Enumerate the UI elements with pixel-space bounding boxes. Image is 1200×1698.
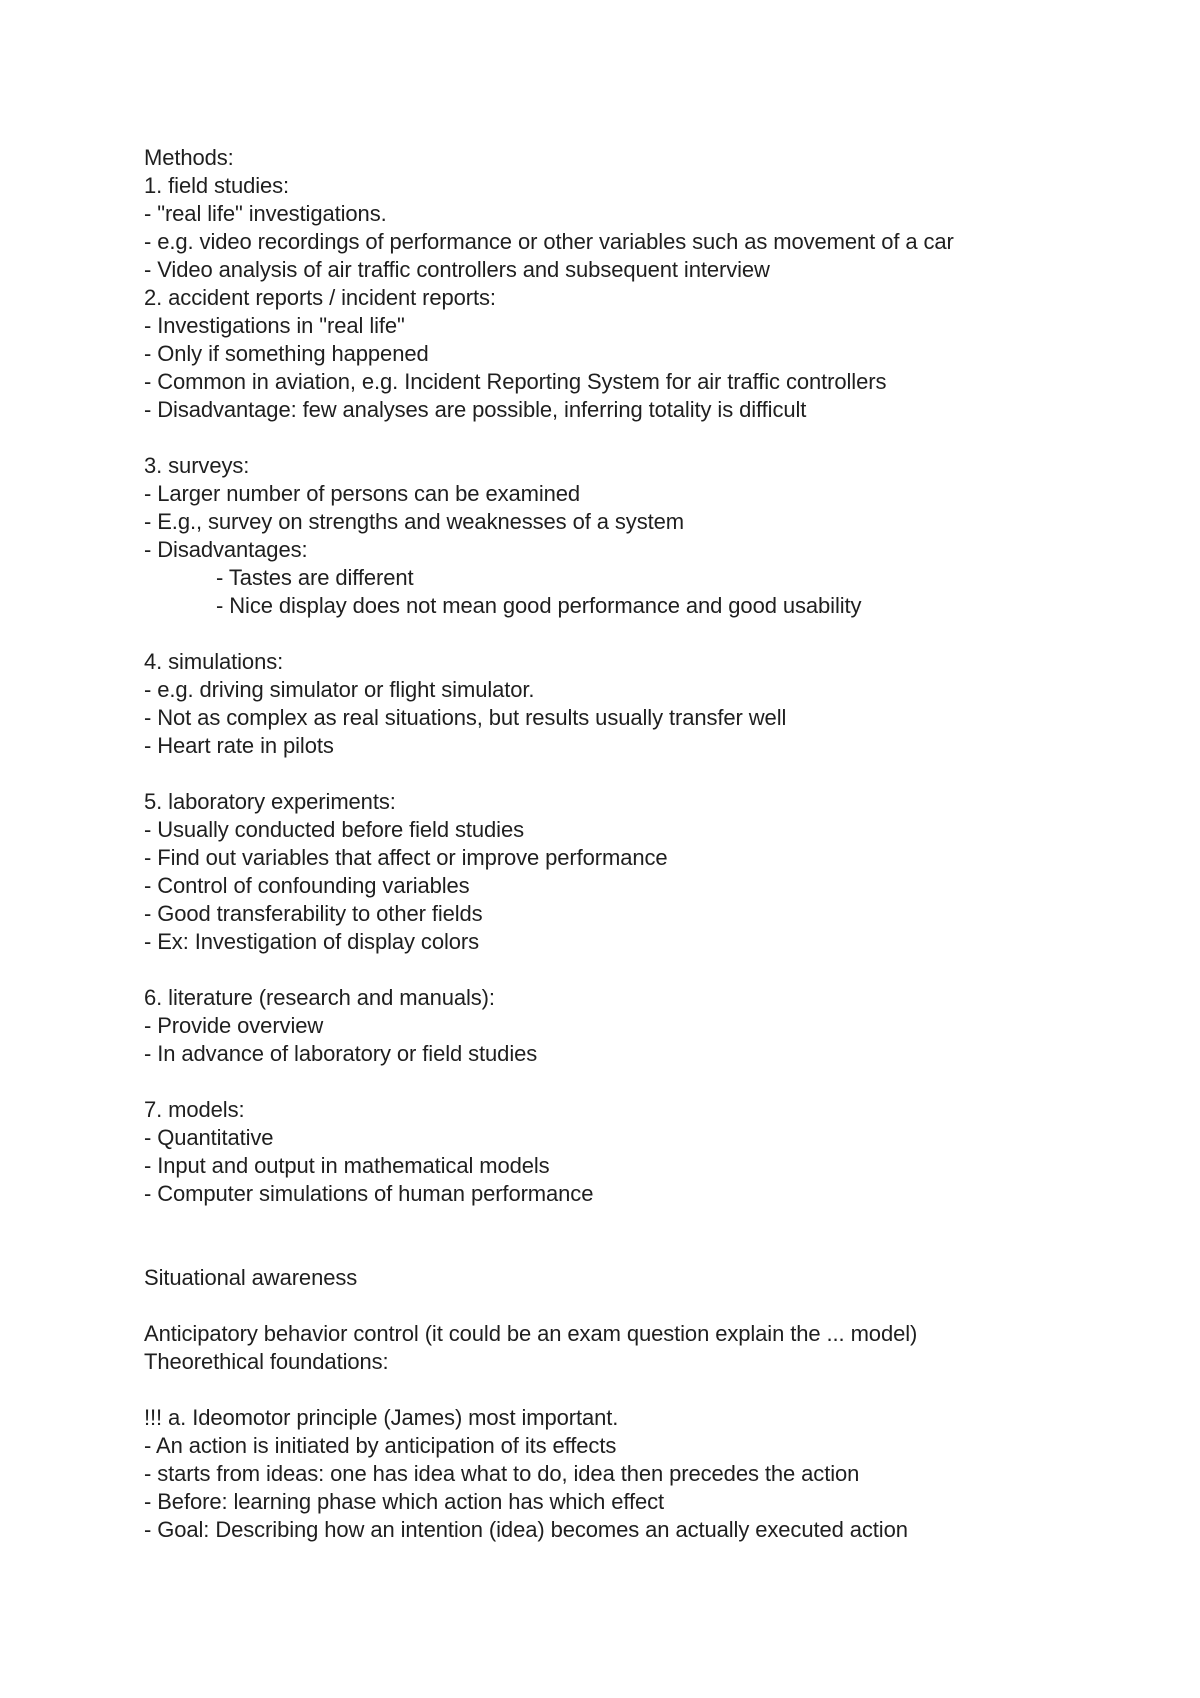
blank-line [144,1236,1104,1264]
section-simulations: 4. simulations: [144,649,284,674]
document-text [144,144,1104,1544]
text-line: - e.g. video recordings of performance or other variables such as movement of a car [144,229,954,254]
blank-line [144,1292,1104,1320]
blank-line [144,1376,1104,1404]
text-line: - Before: learning phase which action has which effect [144,1489,665,1514]
text-line: - "real life" investigations. [144,201,387,226]
text-line: - Good transferability to other fields [144,901,483,926]
heading-anticipatory-behavior-control: Anticipatory behavior control (it could be an exam question explain the ... model) [144,1321,918,1346]
text-line: - Provide overview [144,1013,324,1038]
section-field-studies: 1. field studies: [144,173,290,198]
text-line: - Usually conducted before field studies [144,817,524,842]
heading-methods: Methods: [144,145,234,170]
text-line: - Computer simulations of human performance [144,1181,594,1206]
text-line: - E.g., survey on strengths and weaknesses of a system [144,509,684,534]
text-line: - Larger number of persons can be examined [144,481,581,506]
blank-line [144,424,1104,452]
text-line: - Input and output in mathematical models [144,1153,550,1178]
section-models: 7. models: [144,1097,245,1122]
text-line: - Investigations in "real life" [144,313,405,338]
indented-text-line: - Nice display does not mean good performance and good usability [216,593,862,618]
text-line: - Disadvantages: [144,537,308,562]
text-line: - Not as complex as real situations, but results usually transfer well [144,705,787,730]
text-line: - Find out variables that affect or improve performance [144,845,668,870]
text-line: - An action is initiated by anticipation of its effects [144,1433,617,1458]
heading-situational-awareness: Situational awareness [144,1265,358,1290]
text-line: - Common in aviation, e.g. Incident Reporting System for air traffic controllers [144,369,887,394]
text-line: - Heart rate in pilots [144,733,334,758]
text-line: Theorethical foundations: [144,1349,389,1374]
text-line: - Goal: Describing how an intention (idea) becomes an actually executed action [144,1517,908,1542]
text-line: - Only if something happened [144,341,429,366]
blank-line [144,1208,1104,1236]
text-line: - starts from ideas: one has idea what to do, idea then precedes the action [144,1461,860,1486]
indented-text-line: - Tastes are different [216,565,414,590]
section-literature: 6. literature (research and manuals): [144,985,495,1010]
section-surveys: 3. surveys: [144,453,250,478]
blank-line [144,620,1104,648]
text-line: - e.g. driving simulator or flight simulator. [144,677,535,702]
blank-line [144,1068,1104,1096]
section-accident-reports: 2. accident reports / incident reports: [144,285,496,310]
text-line: - In advance of laboratory or field studies [144,1041,538,1066]
text-line: - Disadvantage: few analyses are possible, inferring totality is difficult [144,397,807,422]
text-line: - Video analysis of air traffic controllers and subsequent interview [144,257,770,282]
text-line: - Quantitative [144,1125,274,1150]
blank-line [144,956,1104,984]
section-laboratory-experiments: 5. laboratory experiments: [144,789,396,814]
section-ideomotor-principle: !!! a. Ideomotor principle (James) most important. [144,1405,619,1430]
blank-line [144,760,1104,788]
text-line: - Control of confounding variables [144,873,470,898]
text-line: - Ex: Investigation of display colors [144,929,480,954]
